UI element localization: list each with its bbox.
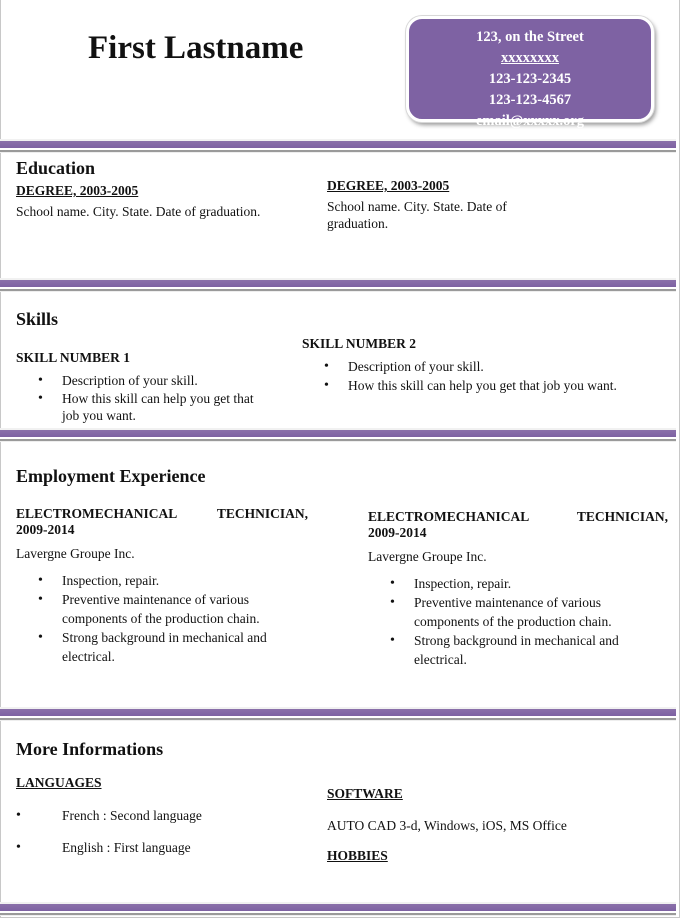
contact-box bbox=[406, 16, 654, 129]
education-details-2: School name. City. State. Date of graduation. bbox=[327, 199, 507, 231]
full-name: First Lastname bbox=[88, 30, 304, 66]
languages-list bbox=[0, 806, 294, 857]
job-2-duty: • Strong background in mechanical and electrical. bbox=[368, 631, 658, 669]
skill-2-list bbox=[302, 357, 662, 395]
job-1-duty: • Strong background in mechanical and electrical. bbox=[16, 628, 306, 666]
skill-2-title: SKILL NUMBER 2 bbox=[302, 336, 417, 351]
contact-address: 123, on the Street bbox=[476, 29, 584, 45]
education-heading: Education bbox=[16, 158, 96, 178]
job-1 bbox=[16, 506, 308, 666]
job-1-years: 2009-2014 bbox=[16, 522, 75, 537]
job-1-title-2: TECHNICIAN, bbox=[216, 506, 308, 521]
education-degree-1: DEGREE, 2003-2005 bbox=[16, 183, 139, 198]
software-label: SOFTWARE bbox=[327, 786, 403, 801]
job-1-duties bbox=[16, 571, 306, 666]
language-item: • English : First language bbox=[0, 838, 294, 857]
job-2-duty: • Preventive maintenance of various components of the production chain. bbox=[368, 593, 658, 631]
education-degree-2: DEGREE, 2003-2005 bbox=[327, 178, 450, 193]
contact-city: xxxxxxxx bbox=[501, 50, 559, 66]
languages-label: LANGUAGES bbox=[16, 775, 102, 790]
hobbies-label: HOBBIES bbox=[327, 848, 388, 863]
job-2-title: ELECTROMECHANICAL bbox=[368, 509, 530, 524]
skills-heading: Skills bbox=[16, 309, 59, 329]
job-2-title-2: TECHNICIAN, bbox=[576, 509, 668, 524]
employment-heading: Employment Experience bbox=[16, 466, 206, 486]
job-1-duty: • Inspection, repair. bbox=[16, 571, 306, 590]
section-divider bbox=[0, 428, 676, 442]
skill-2-bullet: • Description of your skill. bbox=[302, 357, 662, 376]
job-2-duty: • Inspection, repair. bbox=[368, 574, 658, 593]
section-divider bbox=[0, 278, 676, 292]
section-divider bbox=[0, 707, 676, 721]
job-1-title: ELECTROMECHANICAL bbox=[16, 506, 178, 521]
job-2-years: 2009-2014 bbox=[368, 525, 427, 540]
contact-email[interactable]: email@xxxxx.org bbox=[475, 113, 585, 129]
education-details-1: School name. City. State. Date of graduation. bbox=[16, 204, 261, 219]
skill-1-bullet: • Description of your skill. bbox=[16, 371, 266, 390]
skill-1-bullet: • How this skill can help you get that job you want. bbox=[16, 390, 266, 424]
job-1-duty: • Preventive maintenance of various components of the production chain. bbox=[16, 590, 306, 628]
more-heading: More Informations bbox=[16, 739, 164, 759]
contact-phone-1: 123-123-2345 bbox=[488, 71, 572, 87]
section-divider bbox=[0, 139, 676, 153]
contact-phone-2: 123-123-4567 bbox=[488, 92, 572, 108]
language-item: • French : Second language bbox=[0, 806, 294, 825]
job-2-duties bbox=[368, 574, 658, 669]
job-2 bbox=[368, 509, 668, 669]
job-1-company: Lavergne Groupe Inc. bbox=[16, 546, 135, 561]
job-2-company: Lavergne Groupe Inc. bbox=[368, 549, 487, 564]
skill-2-bullet: • How this skill can help you get that job you want. bbox=[302, 376, 662, 395]
skill-1-title: SKILL NUMBER 1 bbox=[16, 350, 131, 365]
section-divider bbox=[0, 902, 676, 916]
software-list: AUTO CAD 3-d, Windows, iOS, MS Office bbox=[327, 818, 567, 833]
skill-1-list bbox=[16, 371, 266, 423]
